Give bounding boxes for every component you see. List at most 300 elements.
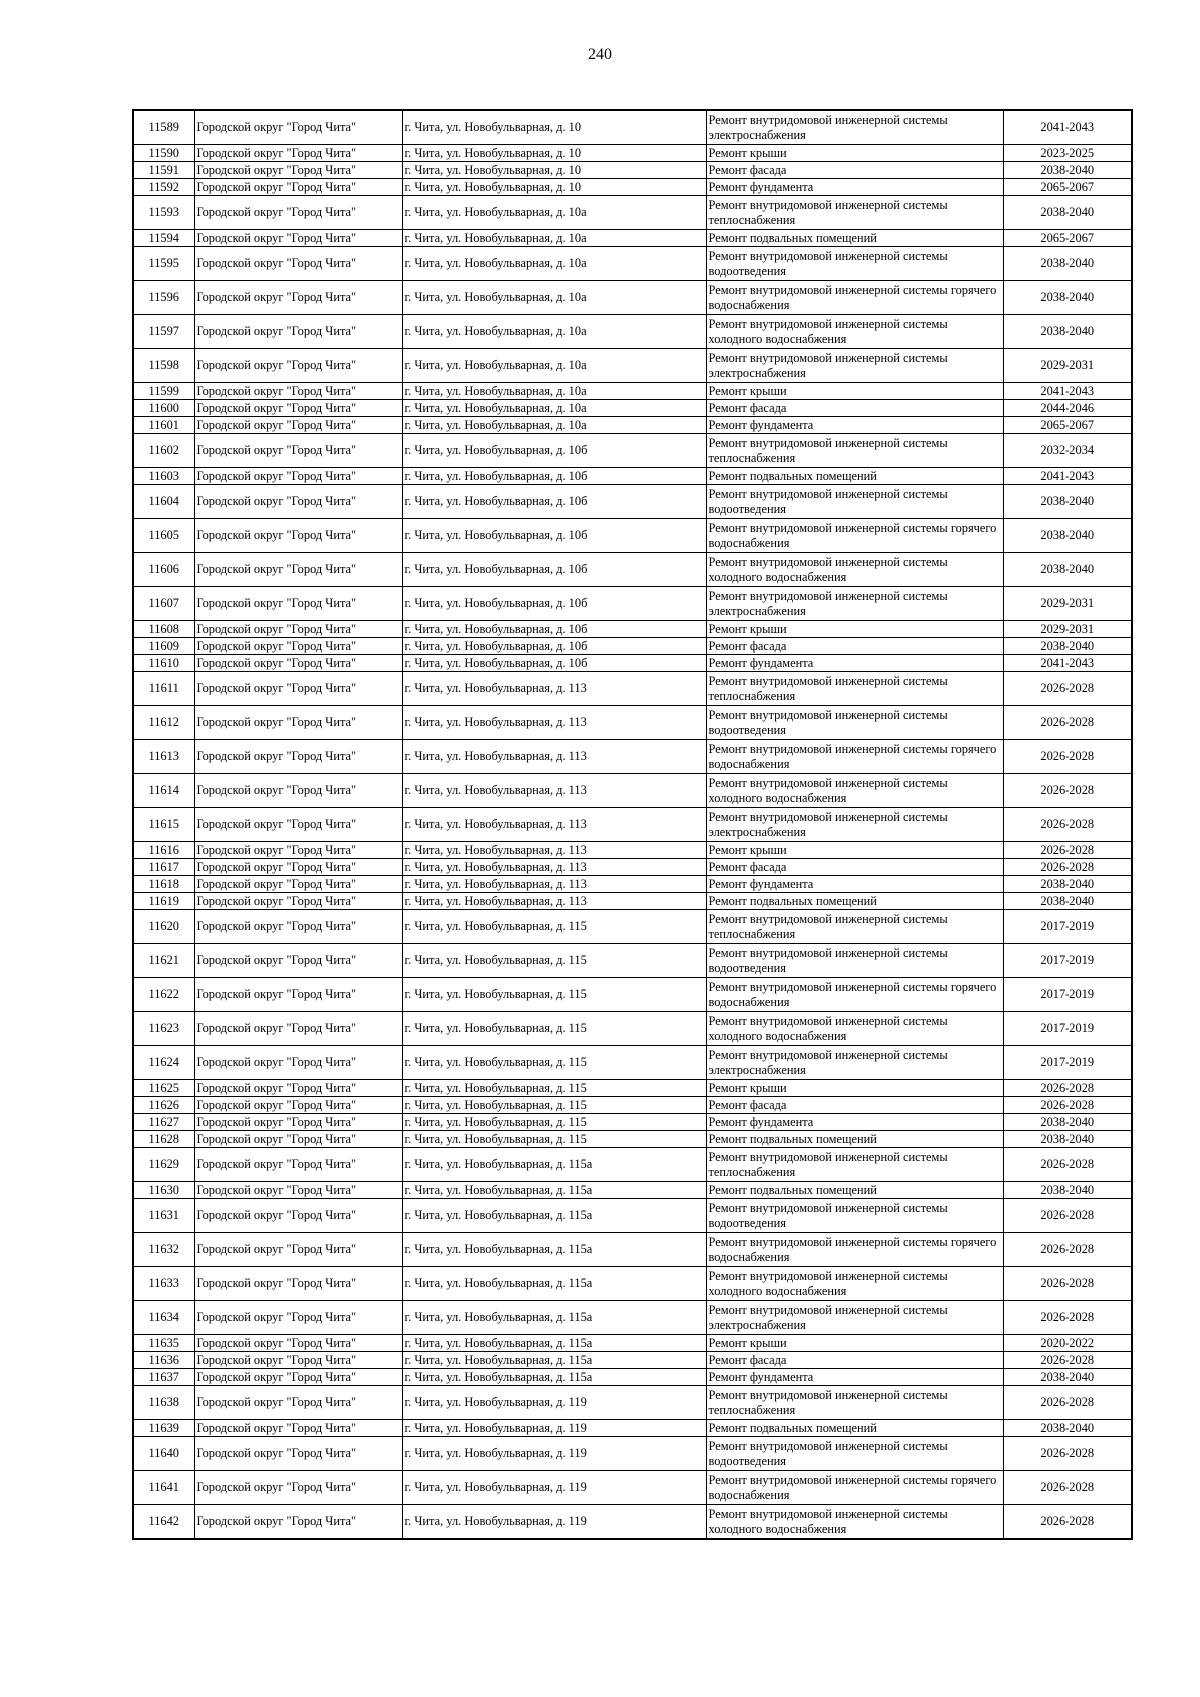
work-type-cell: Ремонт внутридомовой инженерной системы теплоснабжения bbox=[706, 1386, 1003, 1420]
work-type-cell: Ремонт внутридомовой инженерной системы холодного водоснабжения bbox=[706, 1267, 1003, 1301]
work-type-cell: Ремонт внутридомовой инженерной системы холодного водоснабжения bbox=[706, 1505, 1003, 1540]
row-number: 11597 bbox=[133, 315, 194, 349]
table-row bbox=[133, 1182, 1132, 1199]
table-row bbox=[133, 893, 1132, 910]
period-cell: 2026-2028 bbox=[1003, 1471, 1132, 1505]
work-type-cell: Ремонт внутридомовой инженерной системы горячего водоснабжения bbox=[706, 740, 1003, 774]
period-cell: 2026-2028 bbox=[1003, 1080, 1132, 1097]
address-cell: г. Чита, ул. Новобульварная, д. 10б bbox=[402, 655, 706, 672]
row-number: 11603 bbox=[133, 468, 194, 485]
address-cell: г. Чита, ул. Новобульварная, д. 10а bbox=[402, 400, 706, 417]
row-number: 11602 bbox=[133, 434, 194, 468]
row-number: 11600 bbox=[133, 400, 194, 417]
municipality-cell: Городской округ "Город Чита" bbox=[194, 196, 402, 230]
work-type-cell: Ремонт внутридомовой инженерной системы теплоснабжения bbox=[706, 1148, 1003, 1182]
row-number: 11601 bbox=[133, 417, 194, 434]
row-number: 11639 bbox=[133, 1420, 194, 1437]
work-type-cell: Ремонт фундамента bbox=[706, 655, 1003, 672]
row-number: 11608 bbox=[133, 621, 194, 638]
table-row bbox=[133, 417, 1132, 434]
period-cell: 2026-2028 bbox=[1003, 740, 1132, 774]
period-cell: 2026-2028 bbox=[1003, 1505, 1132, 1540]
period-cell: 2041-2043 bbox=[1003, 110, 1132, 145]
table-row bbox=[133, 621, 1132, 638]
work-type-cell: Ремонт фасада bbox=[706, 638, 1003, 655]
work-type-cell: Ремонт подвальных помещений bbox=[706, 230, 1003, 247]
municipality-cell: Городской округ "Город Чита" bbox=[194, 383, 402, 400]
period-cell: 2038-2040 bbox=[1003, 196, 1132, 230]
row-number: 11640 bbox=[133, 1437, 194, 1471]
row-number: 11637 bbox=[133, 1369, 194, 1386]
table-row bbox=[133, 162, 1132, 179]
municipality-cell: Городской округ "Город Чита" bbox=[194, 1437, 402, 1471]
municipality-cell: Городской округ "Город Чита" bbox=[194, 1012, 402, 1046]
period-cell: 2038-2040 bbox=[1003, 1114, 1132, 1131]
page-number: 240 bbox=[588, 46, 612, 63]
address-cell: г. Чита, ул. Новобульварная, д. 10а bbox=[402, 417, 706, 434]
period-cell: 2038-2040 bbox=[1003, 519, 1132, 553]
municipality-cell: Городской округ "Город Чита" bbox=[194, 1505, 402, 1540]
address-cell: г. Чита, ул. Новобульварная, д. 113 bbox=[402, 808, 706, 842]
work-type-cell: Ремонт фундамента bbox=[706, 1369, 1003, 1386]
address-cell: г. Чита, ул. Новобульварная, д. 113 bbox=[402, 876, 706, 893]
work-type-cell: Ремонт внутридомовой инженерной системы холодного водоснабжения bbox=[706, 553, 1003, 587]
work-type-cell: Ремонт внутридомовой инженерной системы водоотведения bbox=[706, 944, 1003, 978]
repair-schedule-table bbox=[132, 109, 1133, 1540]
row-number: 11624 bbox=[133, 1046, 194, 1080]
period-cell: 2026-2028 bbox=[1003, 1386, 1132, 1420]
row-number: 11629 bbox=[133, 1148, 194, 1182]
period-cell: 2026-2028 bbox=[1003, 1199, 1132, 1233]
municipality-cell: Городской округ "Город Чита" bbox=[194, 1233, 402, 1267]
work-type-cell: Ремонт подвальных помещений bbox=[706, 893, 1003, 910]
municipality-cell: Городской округ "Город Чита" bbox=[194, 587, 402, 621]
work-type-cell: Ремонт крыши bbox=[706, 621, 1003, 638]
work-type-cell: Ремонт внутридомовой инженерной системы водоотведения bbox=[706, 1199, 1003, 1233]
municipality-cell: Городской округ "Город Чита" bbox=[194, 1148, 402, 1182]
municipality-cell: Городской округ "Город Чита" bbox=[194, 944, 402, 978]
row-number: 11617 bbox=[133, 859, 194, 876]
municipality-cell: Городской округ "Город Чита" bbox=[194, 553, 402, 587]
municipality-cell: Городской округ "Город Чита" bbox=[194, 1114, 402, 1131]
row-number: 11613 bbox=[133, 740, 194, 774]
municipality-cell: Городской округ "Город Чита" bbox=[194, 434, 402, 468]
table-row bbox=[133, 587, 1132, 621]
period-cell: 2041-2043 bbox=[1003, 468, 1132, 485]
period-cell: 2026-2028 bbox=[1003, 1148, 1132, 1182]
table-row bbox=[133, 145, 1132, 162]
table-row bbox=[133, 740, 1132, 774]
table-row bbox=[133, 1267, 1132, 1301]
address-cell: г. Чита, ул. Новобульварная, д. 113 bbox=[402, 706, 706, 740]
table-row bbox=[133, 706, 1132, 740]
table-row bbox=[133, 400, 1132, 417]
address-cell: г. Чита, ул. Новобульварная, д. 10б bbox=[402, 638, 706, 655]
address-cell: г. Чита, ул. Новобульварная, д. 10б bbox=[402, 485, 706, 519]
work-type-cell: Ремонт внутридомовой инженерной системы холодного водоснабжения bbox=[706, 1012, 1003, 1046]
address-cell: г. Чита, ул. Новобульварная, д. 10а bbox=[402, 247, 706, 281]
address-cell: г. Чита, ул. Новобульварная, д. 113 bbox=[402, 740, 706, 774]
address-cell: г. Чита, ул. Новобульварная, д. 113 bbox=[402, 859, 706, 876]
work-type-cell: Ремонт крыши bbox=[706, 1080, 1003, 1097]
period-cell: 2017-2019 bbox=[1003, 1046, 1132, 1080]
table-row bbox=[133, 315, 1132, 349]
address-cell: г. Чита, ул. Новобульварная, д. 10 bbox=[402, 110, 706, 145]
row-number: 11618 bbox=[133, 876, 194, 893]
address-cell: г. Чита, ул. Новобульварная, д. 115а bbox=[402, 1233, 706, 1267]
address-cell: г. Чита, ул. Новобульварная, д. 115а bbox=[402, 1199, 706, 1233]
work-type-cell: Ремонт внутридомовой инженерной системы теплоснабжения bbox=[706, 910, 1003, 944]
municipality-cell: Городской округ "Город Чита" bbox=[194, 400, 402, 417]
table-row bbox=[133, 1335, 1132, 1352]
address-cell: г. Чита, ул. Новобульварная, д. 10а bbox=[402, 315, 706, 349]
municipality-cell: Городской округ "Город Чита" bbox=[194, 179, 402, 196]
period-cell: 2038-2040 bbox=[1003, 485, 1132, 519]
period-cell: 2017-2019 bbox=[1003, 944, 1132, 978]
table-row bbox=[133, 519, 1132, 553]
table-row bbox=[133, 485, 1132, 519]
row-number: 11593 bbox=[133, 196, 194, 230]
table-row bbox=[133, 1369, 1132, 1386]
municipality-cell: Городской округ "Город Чита" bbox=[194, 1369, 402, 1386]
address-cell: г. Чита, ул. Новобульварная, д. 115а bbox=[402, 1335, 706, 1352]
period-cell: 2038-2040 bbox=[1003, 893, 1132, 910]
municipality-cell: Городской округ "Город Чита" bbox=[194, 110, 402, 145]
period-cell: 2020-2022 bbox=[1003, 1335, 1132, 1352]
municipality-cell: Городской округ "Город Чита" bbox=[194, 842, 402, 859]
table-row bbox=[133, 1131, 1132, 1148]
municipality-cell: Городской округ "Город Чита" bbox=[194, 1097, 402, 1114]
address-cell: г. Чита, ул. Новобульварная, д. 115 bbox=[402, 1114, 706, 1131]
address-cell: г. Чита, ул. Новобульварная, д. 119 bbox=[402, 1437, 706, 1471]
work-type-cell: Ремонт внутридомовой инженерной системы горячего водоснабжения bbox=[706, 281, 1003, 315]
row-number: 11623 bbox=[133, 1012, 194, 1046]
table-row bbox=[133, 349, 1132, 383]
period-cell: 2026-2028 bbox=[1003, 1301, 1132, 1335]
municipality-cell: Городской округ "Город Чита" bbox=[194, 910, 402, 944]
row-number: 11638 bbox=[133, 1386, 194, 1420]
municipality-cell: Городской округ "Город Чита" bbox=[194, 978, 402, 1012]
row-number: 11627 bbox=[133, 1114, 194, 1131]
row-number: 11592 bbox=[133, 179, 194, 196]
table-row bbox=[133, 1046, 1132, 1080]
municipality-cell: Городской округ "Город Чита" bbox=[194, 145, 402, 162]
row-number: 11607 bbox=[133, 587, 194, 621]
row-number: 11622 bbox=[133, 978, 194, 1012]
municipality-cell: Городской округ "Город Чита" bbox=[194, 1182, 402, 1199]
period-cell: 2026-2028 bbox=[1003, 842, 1132, 859]
municipality-cell: Городской округ "Город Чита" bbox=[194, 162, 402, 179]
address-cell: г. Чита, ул. Новобульварная, д. 115а bbox=[402, 1148, 706, 1182]
row-number: 11626 bbox=[133, 1097, 194, 1114]
row-number: 11596 bbox=[133, 281, 194, 315]
work-type-cell: Ремонт подвальных помещений bbox=[706, 1131, 1003, 1148]
period-cell: 2026-2028 bbox=[1003, 774, 1132, 808]
table-row bbox=[133, 468, 1132, 485]
work-type-cell: Ремонт фундамента bbox=[706, 417, 1003, 434]
period-cell: 2026-2028 bbox=[1003, 859, 1132, 876]
address-cell: г. Чита, ул. Новобульварная, д. 119 bbox=[402, 1420, 706, 1437]
work-type-cell: Ремонт крыши bbox=[706, 842, 1003, 859]
municipality-cell: Городской округ "Город Чита" bbox=[194, 740, 402, 774]
work-type-cell: Ремонт внутридомовой инженерной системы электроснабжения bbox=[706, 587, 1003, 621]
work-type-cell: Ремонт внутридомовой инженерной системы водоотведения bbox=[706, 247, 1003, 281]
table-row bbox=[133, 1471, 1132, 1505]
work-type-cell: Ремонт фасада bbox=[706, 859, 1003, 876]
work-type-cell: Ремонт фасада bbox=[706, 1352, 1003, 1369]
period-cell: 2026-2028 bbox=[1003, 672, 1132, 706]
work-type-cell: Ремонт внутридомовой инженерной системы горячего водоснабжения bbox=[706, 519, 1003, 553]
table-row bbox=[133, 383, 1132, 400]
municipality-cell: Городской округ "Город Чита" bbox=[194, 808, 402, 842]
address-cell: г. Чита, ул. Новобульварная, д. 10б bbox=[402, 621, 706, 638]
period-cell: 2029-2031 bbox=[1003, 587, 1132, 621]
table-row bbox=[133, 978, 1132, 1012]
municipality-cell: Городской округ "Город Чита" bbox=[194, 1267, 402, 1301]
municipality-cell: Городской округ "Город Чита" bbox=[194, 1301, 402, 1335]
period-cell: 2026-2028 bbox=[1003, 1233, 1132, 1267]
row-number: 11611 bbox=[133, 672, 194, 706]
municipality-cell: Городской округ "Город Чита" bbox=[194, 706, 402, 740]
address-cell: г. Чита, ул. Новобульварная, д. 10а bbox=[402, 383, 706, 400]
period-cell: 2026-2028 bbox=[1003, 1267, 1132, 1301]
table-row bbox=[133, 1012, 1132, 1046]
period-cell: 2038-2040 bbox=[1003, 1369, 1132, 1386]
period-cell: 2029-2031 bbox=[1003, 621, 1132, 638]
address-cell: г. Чита, ул. Новобульварная, д. 10б bbox=[402, 553, 706, 587]
address-cell: г. Чита, ул. Новобульварная, д. 115 bbox=[402, 1097, 706, 1114]
table-row bbox=[133, 281, 1132, 315]
work-type-cell: Ремонт крыши bbox=[706, 383, 1003, 400]
row-number: 11590 bbox=[133, 145, 194, 162]
table-row bbox=[133, 944, 1132, 978]
work-type-cell: Ремонт внутридомовой инженерной системы горячего водоснабжения bbox=[706, 1233, 1003, 1267]
row-number: 11625 bbox=[133, 1080, 194, 1097]
period-cell: 2038-2040 bbox=[1003, 247, 1132, 281]
address-cell: г. Чита, ул. Новобульварная, д. 10 bbox=[402, 179, 706, 196]
period-cell: 2038-2040 bbox=[1003, 638, 1132, 655]
municipality-cell: Городской округ "Город Чита" bbox=[194, 230, 402, 247]
work-type-cell: Ремонт крыши bbox=[706, 1335, 1003, 1352]
table-row bbox=[133, 1352, 1132, 1369]
address-cell: г. Чита, ул. Новобульварная, д. 115 bbox=[402, 910, 706, 944]
period-cell: 2017-2019 bbox=[1003, 978, 1132, 1012]
address-cell: г. Чита, ул. Новобульварная, д. 10б bbox=[402, 468, 706, 485]
table-row bbox=[133, 434, 1132, 468]
address-cell: г. Чита, ул. Новобульварная, д. 115а bbox=[402, 1267, 706, 1301]
address-cell: г. Чита, ул. Новобульварная, д. 115а bbox=[402, 1301, 706, 1335]
period-cell: 2029-2031 bbox=[1003, 349, 1132, 383]
municipality-cell: Городской округ "Город Чита" bbox=[194, 485, 402, 519]
table-row bbox=[133, 638, 1132, 655]
work-type-cell: Ремонт подвальных помещений bbox=[706, 1420, 1003, 1437]
period-cell: 2017-2019 bbox=[1003, 910, 1132, 944]
address-cell: г. Чита, ул. Новобульварная, д. 10а bbox=[402, 281, 706, 315]
row-number: 11614 bbox=[133, 774, 194, 808]
work-type-cell: Ремонт фундамента bbox=[706, 1114, 1003, 1131]
period-cell: 2038-2040 bbox=[1003, 315, 1132, 349]
address-cell: г. Чита, ул. Новобульварная, д. 119 bbox=[402, 1505, 706, 1540]
address-cell: г. Чита, ул. Новобульварная, д. 10а bbox=[402, 230, 706, 247]
municipality-cell: Городской округ "Город Чита" bbox=[194, 672, 402, 706]
address-cell: г. Чита, ул. Новобульварная, д. 113 bbox=[402, 842, 706, 859]
table-row bbox=[133, 655, 1132, 672]
municipality-cell: Городской округ "Город Чита" bbox=[194, 417, 402, 434]
period-cell: 2065-2067 bbox=[1003, 179, 1132, 196]
period-cell: 2041-2043 bbox=[1003, 655, 1132, 672]
row-number: 11633 bbox=[133, 1267, 194, 1301]
municipality-cell: Городской округ "Город Чита" bbox=[194, 1420, 402, 1437]
period-cell: 2032-2034 bbox=[1003, 434, 1132, 468]
address-cell: г. Чита, ул. Новобульварная, д. 115 bbox=[402, 1012, 706, 1046]
work-type-cell: Ремонт подвальных помещений bbox=[706, 1182, 1003, 1199]
address-cell: г. Чита, ул. Новобульварная, д. 10 bbox=[402, 145, 706, 162]
work-type-cell: Ремонт фасада bbox=[706, 162, 1003, 179]
period-cell: 2026-2028 bbox=[1003, 1352, 1132, 1369]
period-cell: 2065-2067 bbox=[1003, 417, 1132, 434]
work-type-cell: Ремонт фасада bbox=[706, 400, 1003, 417]
address-cell: г. Чита, ул. Новобульварная, д. 10а bbox=[402, 349, 706, 383]
municipality-cell: Городской округ "Город Чита" bbox=[194, 1352, 402, 1369]
address-cell: г. Чита, ул. Новобульварная, д. 119 bbox=[402, 1386, 706, 1420]
municipality-cell: Городской округ "Город Чита" bbox=[194, 859, 402, 876]
table-row bbox=[133, 1386, 1132, 1420]
row-number: 11605 bbox=[133, 519, 194, 553]
address-cell: г. Чита, ул. Новобульварная, д. 113 bbox=[402, 893, 706, 910]
row-number: 11642 bbox=[133, 1505, 194, 1540]
table-row bbox=[133, 1199, 1132, 1233]
address-cell: г. Чита, ул. Новобульварная, д. 10б bbox=[402, 519, 706, 553]
period-cell: 2038-2040 bbox=[1003, 553, 1132, 587]
address-cell: г. Чита, ул. Новобульварная, д. 10б bbox=[402, 434, 706, 468]
table-row bbox=[133, 196, 1132, 230]
municipality-cell: Городской округ "Город Чита" bbox=[194, 638, 402, 655]
work-type-cell: Ремонт фундамента bbox=[706, 179, 1003, 196]
table-row bbox=[133, 1148, 1132, 1182]
address-cell: г. Чита, ул. Новобульварная, д. 115а bbox=[402, 1182, 706, 1199]
work-type-cell: Ремонт внутридомовой инженерной системы водоотведения bbox=[706, 485, 1003, 519]
row-number: 11609 bbox=[133, 638, 194, 655]
period-cell: 2017-2019 bbox=[1003, 1012, 1132, 1046]
period-cell: 2038-2040 bbox=[1003, 1182, 1132, 1199]
work-type-cell: Ремонт внутридомовой инженерной системы теплоснабжения bbox=[706, 196, 1003, 230]
address-cell: г. Чита, ул. Новобульварная, д. 10б bbox=[402, 587, 706, 621]
table-row bbox=[133, 774, 1132, 808]
work-type-cell: Ремонт внутридомовой инженерной системы горячего водоснабжения bbox=[706, 1471, 1003, 1505]
row-number: 11619 bbox=[133, 893, 194, 910]
table-row bbox=[133, 842, 1132, 859]
row-number: 11616 bbox=[133, 842, 194, 859]
municipality-cell: Городской округ "Город Чита" bbox=[194, 1046, 402, 1080]
municipality-cell: Городской округ "Город Чита" bbox=[194, 247, 402, 281]
row-number: 11610 bbox=[133, 655, 194, 672]
period-cell: 2038-2040 bbox=[1003, 1131, 1132, 1148]
period-cell: 2026-2028 bbox=[1003, 706, 1132, 740]
address-cell: г. Чита, ул. Новобульварная, д. 10 bbox=[402, 162, 706, 179]
work-type-cell: Ремонт крыши bbox=[706, 145, 1003, 162]
municipality-cell: Городской округ "Город Чита" bbox=[194, 1131, 402, 1148]
row-number: 11612 bbox=[133, 706, 194, 740]
row-number: 11621 bbox=[133, 944, 194, 978]
table-row bbox=[133, 910, 1132, 944]
work-type-cell: Ремонт фундамента bbox=[706, 876, 1003, 893]
period-cell: 2044-2046 bbox=[1003, 400, 1132, 417]
municipality-cell: Городской округ "Город Чита" bbox=[194, 655, 402, 672]
work-type-cell: Ремонт внутридомовой инженерной системы холодного водоснабжения bbox=[706, 315, 1003, 349]
table-row bbox=[133, 672, 1132, 706]
table-body bbox=[133, 110, 1132, 1539]
address-cell: г. Чита, ул. Новобульварная, д. 115 bbox=[402, 978, 706, 1012]
work-type-cell: Ремонт внутридомовой инженерной системы холодного водоснабжения bbox=[706, 774, 1003, 808]
period-cell: 2041-2043 bbox=[1003, 383, 1132, 400]
municipality-cell: Городской округ "Город Чита" bbox=[194, 349, 402, 383]
municipality-cell: Городской округ "Город Чита" bbox=[194, 519, 402, 553]
work-type-cell: Ремонт внутридомовой инженерной системы теплоснабжения bbox=[706, 672, 1003, 706]
table-row bbox=[133, 230, 1132, 247]
row-number: 11620 bbox=[133, 910, 194, 944]
period-cell: 2038-2040 bbox=[1003, 1420, 1132, 1437]
row-number: 11599 bbox=[133, 383, 194, 400]
address-cell: г. Чита, ул. Новобульварная, д. 115а bbox=[402, 1369, 706, 1386]
row-number: 11595 bbox=[133, 247, 194, 281]
municipality-cell: Городской округ "Город Чита" bbox=[194, 876, 402, 893]
address-cell: г. Чита, ул. Новобульварная, д. 10а bbox=[402, 196, 706, 230]
work-type-cell: Ремонт внутридомовой инженерной системы теплоснабжения bbox=[706, 434, 1003, 468]
row-number: 11591 bbox=[133, 162, 194, 179]
municipality-cell: Городской округ "Город Чита" bbox=[194, 468, 402, 485]
address-cell: г. Чита, ул. Новобульварная, д. 113 bbox=[402, 774, 706, 808]
table-row bbox=[133, 1505, 1132, 1540]
table-row bbox=[133, 553, 1132, 587]
table-row bbox=[133, 808, 1132, 842]
row-number: 11594 bbox=[133, 230, 194, 247]
table-row bbox=[133, 1114, 1132, 1131]
municipality-cell: Городской округ "Город Чита" bbox=[194, 1335, 402, 1352]
work-type-cell: Ремонт внутридомовой инженерной системы электроснабжения bbox=[706, 110, 1003, 145]
work-type-cell: Ремонт внутридомовой инженерной системы водоотведения bbox=[706, 706, 1003, 740]
municipality-cell: Городской округ "Город Чита" bbox=[194, 315, 402, 349]
row-number: 11641 bbox=[133, 1471, 194, 1505]
period-cell: 2023-2025 bbox=[1003, 145, 1132, 162]
period-cell: 2026-2028 bbox=[1003, 1437, 1132, 1471]
period-cell: 2026-2028 bbox=[1003, 808, 1132, 842]
work-type-cell: Ремонт подвальных помещений bbox=[706, 468, 1003, 485]
table-row bbox=[133, 1097, 1132, 1114]
row-number: 11634 bbox=[133, 1301, 194, 1335]
period-cell: 2026-2028 bbox=[1003, 1097, 1132, 1114]
row-number: 11604 bbox=[133, 485, 194, 519]
address-cell: г. Чита, ул. Новобульварная, д. 115 bbox=[402, 944, 706, 978]
table-row bbox=[133, 1301, 1132, 1335]
table-row bbox=[133, 110, 1132, 145]
work-type-cell: Ремонт внутридомовой инженерной системы электроснабжения bbox=[706, 1301, 1003, 1335]
work-type-cell: Ремонт внутридомовой инженерной системы электроснабжения bbox=[706, 808, 1003, 842]
table-row bbox=[133, 1437, 1132, 1471]
row-number: 11631 bbox=[133, 1199, 194, 1233]
table-row bbox=[133, 1080, 1132, 1097]
table-row bbox=[133, 876, 1132, 893]
table-row bbox=[133, 1233, 1132, 1267]
table-row bbox=[133, 179, 1132, 196]
work-type-cell: Ремонт внутридомовой инженерной системы горячего водоснабжения bbox=[706, 978, 1003, 1012]
municipality-cell: Городской округ "Город Чита" bbox=[194, 774, 402, 808]
municipality-cell: Городской округ "Город Чита" bbox=[194, 1199, 402, 1233]
address-cell: г. Чита, ул. Новобульварная, д. 115а bbox=[402, 1352, 706, 1369]
row-number: 11630 bbox=[133, 1182, 194, 1199]
work-type-cell: Ремонт внутридомовой инженерной системы электроснабжения bbox=[706, 1046, 1003, 1080]
address-cell: г. Чита, ул. Новобульварная, д. 113 bbox=[402, 672, 706, 706]
work-type-cell: Ремонт фасада bbox=[706, 1097, 1003, 1114]
